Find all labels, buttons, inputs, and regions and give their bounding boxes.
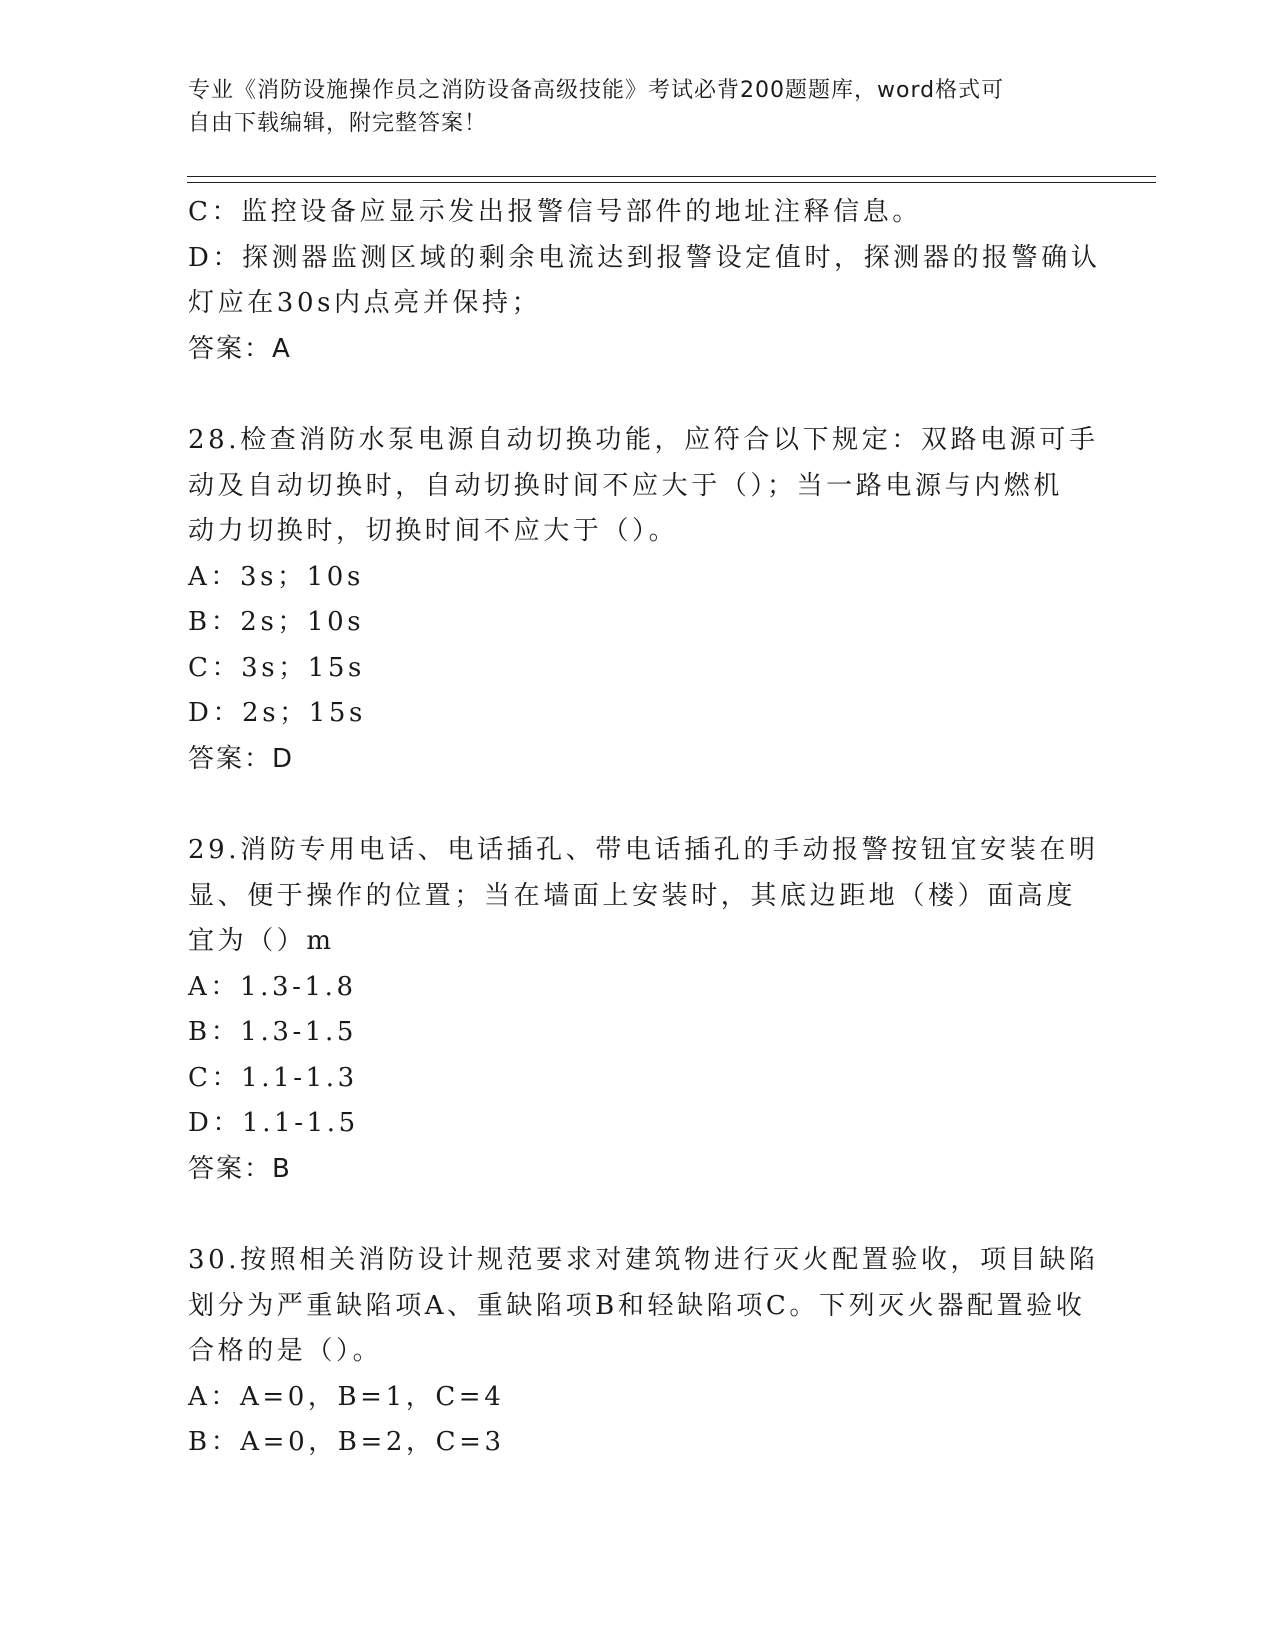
- page-header: [188, 74, 1068, 140]
- question-stem-line-1: 28.检查消防水泵电源自动切换功能，应符合以下规定：双路电源可手: [188, 425, 1099, 455]
- question-stem-line-3: 合格的是（）。: [188, 1336, 383, 1366]
- question-stem-line-3: 宜为（）m: [188, 926, 335, 956]
- question-stem-line-2: 动及自动切换时，自动切换时间不应大于（）；当一路电源与内燃机: [188, 470, 1064, 501]
- header-title-line-1: 专业《消防设施操作员之消防设备高级技能》考试必背200题题库，word格式可: [188, 78, 1005, 103]
- question-28: [188, 418, 1099, 782]
- question-spacer: [188, 1192, 1088, 1238]
- header-title-line-2: 自由下载编辑，附完整答案！: [188, 111, 488, 136]
- option-d-line-2: 灯应在30s内点亮并保持；: [188, 288, 542, 318]
- option-d-line-1: D：探测器监测区域的剩余电流达到报警设定值时，探测器的报警确认: [188, 242, 1101, 273]
- question-stem-line-2: 划分为严重缺陷项A、重缺陷项B和轻缺陷项C。下列灭火器配置验收: [188, 1290, 1086, 1321]
- question-27-tail: [188, 190, 1101, 372]
- option-b: B：A=0，B=2，C=3: [188, 1427, 505, 1457]
- option-a: A：1.3-1.8: [188, 971, 357, 1002]
- header-divider-top: [187, 176, 1156, 177]
- option-a: A：A=0，B=1，C=4: [188, 1381, 505, 1412]
- option-a: A：3s；10s: [188, 561, 364, 592]
- option-c: C：3s；15s: [188, 652, 366, 683]
- question-spacer: [188, 372, 1088, 418]
- option-c: C：1.1-1.3: [188, 1062, 358, 1093]
- question-stem-line-1: 29.消防专用电话、电话插孔、带电话插孔的手动报警按钮宜安装在明: [188, 835, 1099, 865]
- question-spacer: [188, 782, 1088, 828]
- question-stem-line-1: 30.按照相关消防设计规范要求对建筑物进行灭火配置验收，项目缺陷: [188, 1245, 1099, 1275]
- header-divider-bottom: [187, 182, 1156, 183]
- question-30: [188, 1238, 1099, 1466]
- option-b: B：1.3-1.5: [188, 1017, 357, 1047]
- answer-label: 答案：B: [188, 1153, 292, 1184]
- option-d: D：2s；15s: [188, 698, 366, 728]
- answer-label: 答案：D: [188, 743, 295, 774]
- question-list: [188, 190, 1101, 1466]
- answer-label: 答案：A: [188, 333, 292, 364]
- question-stem-line-3: 动力切换时，切换时间不应大于（）。: [188, 516, 679, 546]
- question-stem-line-2: 显、便于操作的位置；当在墙面上安装时，其底边距地（楼）面高度: [188, 880, 1077, 911]
- option-b: B：2s；10s: [188, 607, 365, 637]
- question-29: [188, 828, 1099, 1192]
- option-c: C：监控设备应显示发出报警信号部件的地址注释信息。: [188, 197, 922, 227]
- option-d: D：1.1-1.5: [188, 1108, 359, 1138]
